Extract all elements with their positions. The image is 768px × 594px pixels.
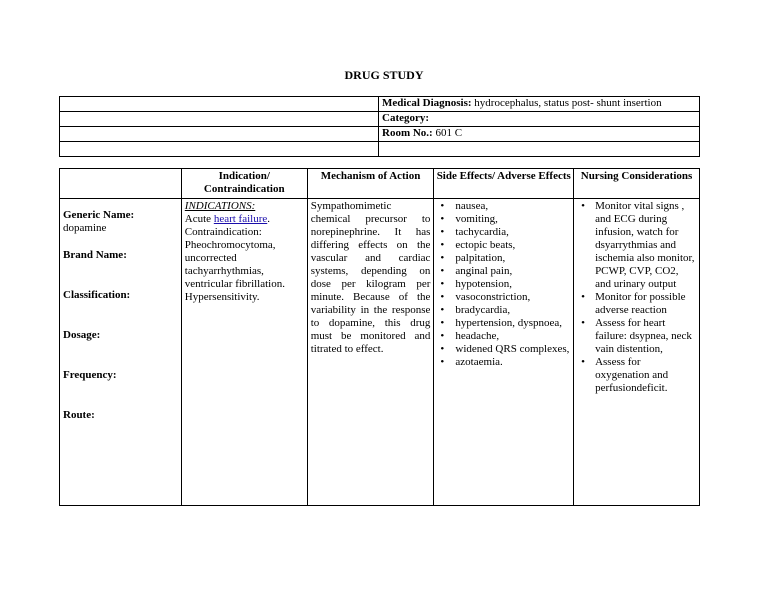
side-effects-list [437, 200, 570, 369]
side-effect-item: • hypertension, dyspnoea, [455, 317, 570, 330]
nursing-item: • Assess for heart failure: dsypnea, neck vain distention, [595, 317, 696, 356]
category-cell [379, 112, 700, 127]
room-cell [379, 127, 700, 142]
medical-diagnosis-cell [379, 97, 700, 112]
side-effect-item: • vomiting, [455, 213, 570, 226]
category-label: Category: [382, 112, 430, 124]
header-side-effects: Side Effects/ Adverse Effects [434, 169, 574, 199]
side-effect-item: • vasoconstriction, [455, 291, 570, 304]
mechanism-cell [307, 199, 434, 506]
generic-name-label: Generic Name: [63, 209, 135, 221]
nursing-list [577, 200, 696, 395]
nursing-item: • Monitor for possible adverse reaction [595, 291, 696, 317]
indication-acute [185, 213, 304, 226]
generic-name-value: dopamine [63, 222, 107, 234]
info-cell-blank [60, 142, 379, 157]
frequency-label: Frequency: [63, 369, 117, 381]
room-label: Room No.: [382, 127, 433, 139]
side-effect-item: • bradycardia, [455, 304, 570, 317]
side-effect-item: • anginal pain, [455, 265, 570, 278]
header-nursing: Nursing Considerations [574, 169, 700, 199]
side-effect-item: • nausea, [455, 200, 570, 213]
brand-name-label: Brand Name: [63, 249, 127, 261]
contraindication-label: Contraindication: [184, 226, 262, 238]
mechanism-text: Sympathomimetic chemical precursor to norepinephrine. It has differing effects on the vascular and cardiac systems, depending on dose per kilogram per minute. Because of the variability in the response to dopamine, this drug must be monitored and titrated to effect. [310, 200, 431, 355]
indications-heading: INDICATIONS: [184, 200, 256, 212]
classification-label: Classification: [63, 289, 131, 301]
info-cell-blank [60, 97, 379, 112]
side-effect-item: • tachycardia, [455, 226, 570, 239]
drug-labels-cell [60, 199, 182, 506]
indication-acute-prefix: Acute [184, 213, 214, 225]
route-label: Route: [63, 409, 95, 421]
side-effect-item: • palpitation, [455, 252, 570, 265]
header-mechanism: Mechanism of Action [307, 169, 434, 199]
info-cell-blank [60, 112, 379, 127]
header-indication: Indication/ Contraindication [181, 169, 307, 199]
nursing-cell [574, 199, 700, 506]
side-effect-item: • ectopic beats, [455, 239, 570, 252]
medical-diagnosis-label: Medical Diagnosis: [382, 97, 472, 109]
dosage-label: Dosage: [63, 329, 101, 341]
header-blank [60, 169, 182, 199]
info-cell-blank [60, 127, 379, 142]
side-effect-item: • azotaemia. [455, 356, 570, 369]
contraindication-text: Pheochromocytoma, uncorrected tachyarrhythmias, ventricular fibrillation. Hypersensitivity. [184, 239, 285, 303]
side-effect-item: • widened QRS complexes, [455, 343, 570, 356]
indication-acute-suffix: . [267, 213, 270, 225]
side-effects-cell [434, 199, 574, 506]
side-effect-item: • hypotension, [455, 278, 570, 291]
side-effect-item: • headache, [455, 330, 570, 343]
room-value: 601 C [432, 127, 463, 139]
info-table [59, 96, 700, 157]
medical-diagnosis-value: hydrocephalus, status post- shunt insertion [471, 97, 662, 109]
drug-study-table [59, 168, 700, 506]
indication-cell [181, 199, 307, 506]
heart-failure-link[interactable]: heart failure [213, 213, 268, 225]
nursing-item: • Monitor vital signs , and ECG during infusion, watch for dsyarrythmias and ischemia also monitor, PCWP, CVP, CO2, and urinary output [595, 200, 696, 291]
info-cell-blank [379, 142, 700, 157]
document-title: DRUG STUDY [344, 68, 424, 82]
nursing-item: • Assess for oxygenation and perfusiondeficit. [595, 356, 696, 395]
